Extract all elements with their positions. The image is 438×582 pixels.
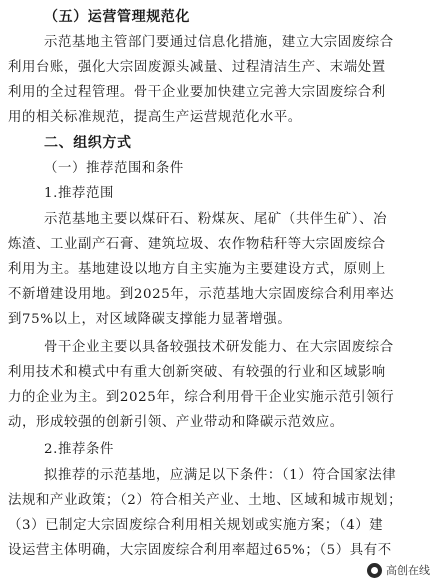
paragraph-line: 利用技术和模式中有重大创新突破、有较强的行业和区域影响 (8, 365, 386, 380)
section-heading-2: 二、组织方式 (44, 135, 132, 151)
item-heading: 1.推荐范围 (44, 186, 114, 201)
paragraph-line: 动，形成较强的创新引领、产业带动和降碳示范效应。 (8, 415, 344, 430)
paragraph-line: 利用的全过程管理。骨干企业要加快建立完善大宗固废综合利 (8, 85, 386, 100)
section-heading-5: （五）运营管理规范化 (44, 9, 190, 25)
paragraph-line: 力的企业为主。到2025年，综合利用骨干企业实施示范引领行 (8, 390, 395, 405)
paragraph-line: 用的相关标准规范，提高生产运营规范化水平。 (8, 110, 302, 125)
item-heading: 2.推荐条件 (44, 442, 114, 457)
paragraph-line: 示范基地主管部门要通过信息化措施，建立大宗固废综合 (44, 35, 394, 50)
paragraph-line: 骨干企业主要以具备较强技术研发能力、在大宗固废综合 (44, 340, 394, 355)
subsection-heading-1: （一）推荐范围和条件 (44, 161, 184, 176)
paragraph-line: （3）已制定大宗固废综合利用相关规划或实施方案；（4）建 (8, 518, 384, 533)
watermark (363, 560, 434, 580)
wechat-icon (367, 563, 382, 578)
watermark-text: 高创在线 (386, 564, 430, 577)
paragraph-line: 炼渣、工业副产石膏、建筑垃圾、农作物秸秆等大宗固废综合 (8, 237, 386, 252)
paragraph-line: 拟推荐的示范基地，应满足以下条件：（1）符合国家法律 (44, 468, 397, 483)
paragraph-line: 利用为主。基地建设以地方自主实施为主要建设方式，原则上 (8, 262, 386, 277)
paragraph-line: 示范基地主要以煤矸石、粉煤灰、尾矿（共伴生矿）、冶 (44, 212, 388, 227)
paragraph-line: 到75%以上，对区域降碳支撑能力显著增强。 (8, 312, 292, 327)
paragraph-line: 不新增建设用地。到2025年，示范基地大宗固废综合利用率达 (8, 287, 395, 302)
paragraph-line: 设运营主体明确，大宗固废综合利用率超过65%；（5）具有不 (8, 543, 392, 558)
paragraph-line: 利用台账，强化大宗固废源头减量、过程清洁生产、末端处置 (8, 60, 386, 75)
paragraph-line: 法规和产业政策；（2）符合相关产业、土地、区域和城市规划； (8, 493, 403, 508)
